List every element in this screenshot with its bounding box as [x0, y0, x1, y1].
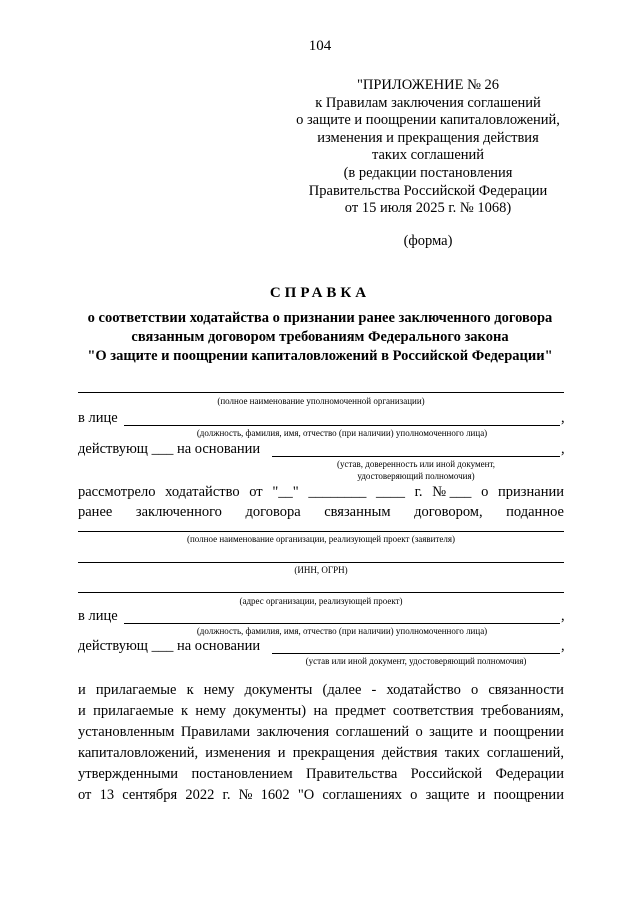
- appendix-line: о защите и поощрении капиталовложений,: [296, 112, 560, 129]
- caption-applicant: (полное наименование организации, реализующей проект (заявителя): [186, 534, 456, 544]
- word: рассмотрело: [78, 484, 156, 500]
- body-word: прилагаемые: [95, 682, 177, 698]
- appendix-line: от 15 июля 2025 г. № 1068): [344, 200, 512, 217]
- body-line: [78, 680, 564, 701]
- word: о: [481, 484, 489, 500]
- appendix-line: Правительства Российской Федерации: [308, 182, 548, 199]
- body-line: [78, 701, 564, 722]
- caption-org: (полное наименование уполномоченной организации): [217, 396, 425, 406]
- v-litse-label: в лице: [78, 608, 118, 624]
- caption-doc3: (устав или иной документ, удостоверяющий полномочия): [305, 656, 527, 666]
- body-word: г.: [222, 787, 231, 803]
- body-word: (далее: [322, 682, 362, 698]
- body-word: и: [479, 724, 488, 740]
- day-field[interactable]: "__": [272, 484, 299, 500]
- document-title: СПРАВКА: [269, 285, 371, 301]
- body-word: и: [477, 787, 486, 803]
- appendix-line: (в редакции постановления: [343, 164, 513, 181]
- body-word: защите: [429, 724, 473, 740]
- appendix-line: к Правилам заключения соглашений: [315, 94, 541, 111]
- body-word: утвержденными: [78, 766, 179, 782]
- word: ранее: [78, 504, 113, 520]
- deistvuyush-label: действующ ___ на основании: [78, 638, 261, 654]
- body-word: действия: [381, 745, 438, 761]
- body-word: и: [277, 745, 286, 761]
- body-word: защите: [425, 787, 470, 803]
- org-name-line[interactable]: [78, 392, 564, 393]
- body-word: поощрении: [493, 787, 564, 803]
- deistvuyush-label: действующ ___ на основании: [78, 441, 261, 457]
- comma: ,: [561, 441, 565, 457]
- body-word: соглашений,: [486, 745, 564, 761]
- year-field[interactable]: ____: [375, 484, 405, 500]
- body-word: Российской: [410, 766, 483, 782]
- body-word: соответствия: [392, 703, 474, 719]
- body-word: изменения: [205, 745, 271, 761]
- body-word: нему: [203, 682, 235, 698]
- body-word: 1602: [260, 787, 290, 803]
- subtitle-line: о соответствии ходатайства о признании ранее заключенного договора: [87, 310, 553, 326]
- word: связанным: [324, 504, 391, 520]
- word: г.: [414, 484, 423, 500]
- word: ходатайство: [165, 484, 240, 500]
- body-word: документы: [244, 682, 313, 698]
- considered-line: [78, 484, 564, 501]
- body-word: поощрении: [493, 724, 564, 740]
- body-word: от: [78, 787, 92, 803]
- official-line-2[interactable]: [124, 623, 560, 624]
- body-word: о: [415, 724, 423, 740]
- body-word: и: [78, 703, 86, 719]
- body-word: прекращения: [292, 745, 375, 761]
- form-label: (форма): [403, 233, 453, 249]
- applicant-name-line[interactable]: [78, 531, 564, 532]
- caption-official-2: (должность, фамилия, имя, отчество (при наличии) уполномоченного лица): [196, 626, 488, 636]
- body-word: к: [186, 682, 194, 698]
- body-word: постановлением: [191, 766, 293, 782]
- document-subtitle: [60, 309, 580, 366]
- previous-contract-line: [78, 504, 564, 521]
- caption-doc2: удостоверяющий полномочия): [357, 471, 475, 481]
- body-word: таких: [444, 745, 480, 761]
- body-word: №: [238, 787, 253, 803]
- body-word: документы): [233, 703, 307, 719]
- basis-doc-line-2[interactable]: [272, 653, 560, 654]
- caption-inn: (ИНН, ОГРН): [294, 565, 348, 575]
- v-litse-label: в лице: [78, 410, 118, 426]
- body-word: сентября: [122, 787, 178, 803]
- word: заключенного: [135, 504, 222, 520]
- body-word: установленным: [78, 724, 175, 740]
- appendix-line: изменения и прекращения действия: [317, 129, 539, 146]
- body-word: 13: [99, 787, 115, 803]
- body-paragraph: [78, 680, 564, 806]
- word: признании: [498, 484, 564, 500]
- subtitle-line: "О защите и поощрении капиталовложений в Российской Федерации": [87, 348, 553, 364]
- caption-official: (должность, фамилия, имя, отчество (при наличии) уполномоченного лица): [196, 428, 488, 438]
- body-word: Федерации: [495, 766, 564, 782]
- number-field[interactable]: № ___: [432, 484, 472, 500]
- official-line[interactable]: [124, 425, 560, 426]
- body-word: прилагаемые: [93, 703, 174, 719]
- subtitle-line: связанным договором требованиям Федерального закона: [131, 329, 509, 345]
- month-field[interactable]: ________: [308, 484, 367, 500]
- body-line: [78, 722, 564, 743]
- body-word: связанности: [488, 682, 564, 698]
- address-line[interactable]: [78, 592, 564, 593]
- appendix-line: "ПРИЛОЖЕНИЕ № 26: [356, 77, 500, 93]
- body-word: соглашений: [335, 724, 410, 740]
- body-word: заключения: [256, 724, 330, 740]
- page-number: 104: [308, 38, 332, 54]
- inn-ogrn-line[interactable]: [78, 562, 564, 563]
- comma: ,: [561, 638, 565, 654]
- body-word: капиталовложений,: [78, 745, 199, 761]
- body-word: Правительства: [306, 766, 398, 782]
- word: поданное: [506, 504, 564, 520]
- body-line: [78, 785, 564, 806]
- caption-address: (адрес организации, реализующей проект): [239, 596, 403, 606]
- body-line: [78, 743, 564, 764]
- body-word: Правилами: [180, 724, 251, 740]
- word: договором,: [414, 504, 483, 520]
- body-word: о: [470, 682, 479, 698]
- body-word: предмет: [334, 703, 386, 719]
- word: договора: [245, 504, 301, 520]
- body-line: [78, 764, 564, 785]
- body-word: требованиям,: [481, 703, 564, 719]
- body-word: "О: [297, 787, 315, 803]
- body-word: на: [313, 703, 328, 719]
- body-word: и: [78, 682, 86, 698]
- appendix-header: [268, 77, 588, 218]
- body-word: нему: [195, 703, 226, 719]
- body-word: ходатайство: [386, 682, 461, 698]
- appendix-line: таких соглашений: [371, 147, 485, 164]
- body-word: к: [181, 703, 189, 719]
- word: от: [249, 484, 263, 500]
- comma: ,: [561, 608, 565, 624]
- body-word: о: [410, 787, 418, 803]
- body-word: соглашениях: [322, 787, 402, 803]
- caption-doc1: (устав, доверенность или иной документ,: [337, 459, 495, 469]
- body-word: -: [371, 682, 377, 698]
- basis-doc-line[interactable]: [272, 456, 560, 457]
- body-word: 2022: [185, 787, 215, 803]
- comma: ,: [561, 410, 565, 426]
